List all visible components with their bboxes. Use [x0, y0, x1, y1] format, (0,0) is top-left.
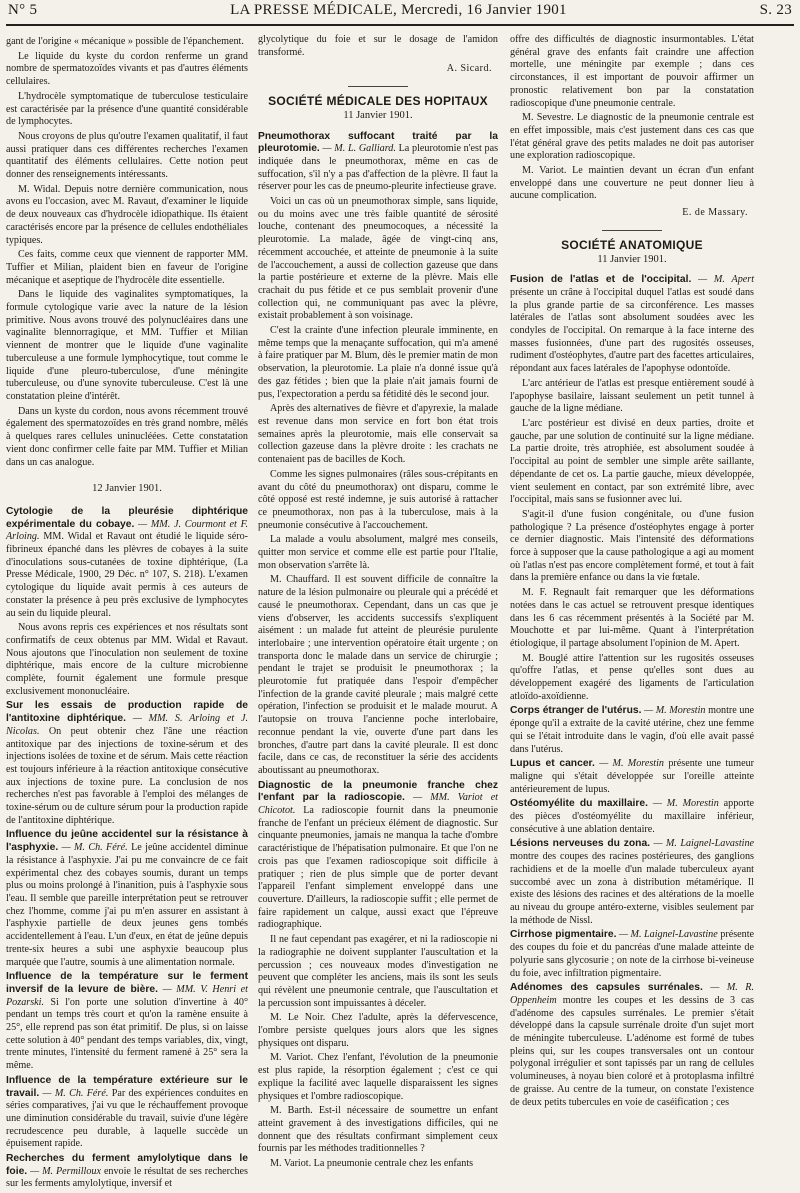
entry [6, 1153, 248, 1191]
section-heading: SOCIÉTÉ MÉDICALE DES HOPITAUX [268, 94, 488, 109]
paragraph: L'arc postérieur est divisé en deux parties, droite et gauche, par une solution de continuité sur la ligne médiane. La partie droite, très atrophiée, est absolument soudée à l'occipital au point de sembler une simple arête saillante, dépendante de cet os. La partie gauche, mieux développée, vient seulement en contact, par son extrémité libre, avec l'occipital, mais sans se fusionner avec lui. [510, 417, 754, 506]
paragraph: Ces faits, comme ceux que viennent de rapporter MM. Tuffier et Milian, plaident bien en faveur de l'origine mécanique et aseptique de l'hydrocèle dite essentielle. [6, 249, 248, 286]
paragraph: Il ne faut cependant pas exagérer, et ni la radioscopie ni la radiographie ne doivent supplanter l'auscultation et la percussion ; ces nouveaux modes d'investigation ne peuvent que compléter les anciens, mais ils sont les seuls qui révèlent une pneumonie centrale, que l'auscultation et la percussion sont impuissantes à déceler. [258, 934, 498, 1009]
entry-author: — MM. V. Henri et Pozarski. [6, 983, 248, 1008]
entry [510, 705, 754, 756]
paragraph: M. Variot. La pneumonie centrale chez les enfants [270, 1158, 474, 1170]
entry-author: — M. Laignel-Lavastine [653, 838, 755, 850]
masthead-title: LA PRESSE MÉDICALE, Mercredi, 16 Janvier 1901 [230, 2, 567, 18]
divider [348, 86, 408, 87]
entry [510, 758, 754, 796]
header-rule [6, 24, 794, 26]
entry [510, 838, 754, 927]
page-number: S. 23 [759, 2, 792, 18]
entry-author: — M. Morestin [652, 798, 719, 810]
entry-title: Sur les essais de production rapide de l'antitoxine diphtérique. [6, 700, 248, 725]
entry-text: La pleurotomie n'est pas indiquée dans le pneumothorax, même en cas de suffocation, s'il n'y a pas d'affection de la plèvre. Il faut la réserver pour les cas de pneumo-pleurite infectieuse grave. [258, 143, 499, 193]
paragraph: Voici un cas où un pneumothorax simple, sans liquide, ou du moins avec une très faible quantité de sérosité louche, contenant des pneumocoques, a nécessité la pleurotomie. La malade, âgée de vingt-cinq ans, récemment accouchée, et atteinte de pneumonie à la suite de l'accouchement, a aussi de collection gazeuse que dans la partie postérieure et externe de la plèvre. Mais elle crachait du pus fétide et ce pus semblait provenir d'une collection qui, ne communiquant pas avec la plèvre, existait probablement à son voisinage. [258, 196, 498, 322]
session-date: 11 Janvier 1901. [597, 253, 667, 265]
entry [6, 700, 248, 827]
entry-title: Fusion de l'atlas et de l'occipital. [510, 274, 692, 286]
entry-text: On peut obtenir chez l'âne une réaction antitoxique par des injections de toxine-sérum et des injections isolées de toxine et de sérum. Mais cette réaction est toujours inférieure à la réaction antitoxique consécutive aux injections de toxine pure. La conclusion de nos recherches n'est pas favorable à l'emploi des mélanges de toxine-sérum ou de culture sérum pour la production rapide de l'antitoxine diphtérique. [6, 725, 248, 826]
entry-author: — M. R. Oppenheim [510, 982, 754, 1006]
paragraph: M. Le Noir. Chez l'adulte, après la défervescence, l'ombre persiste quelques jours alors que les signes physiques ont disparu. [258, 1012, 498, 1049]
entry-text: Le jeûne accidentel diminue la résistance à l'asphyxie. J'ai pu me convaincre de ce fait expérimental chez des cobayes soumis, durant un temps plus ou moins prolongé à l'inanition, puis à l'asphyxie sous l'eau. Il semble que pareille interprétation peut se retrouver chez l'homme, comme j'ai pu m'en assurer en assistant à l'asphyxie partielle de deux jeunes gens tombés accidentellement à l'eau. L'un d'eux, en état de jeûne depuis trente-six heures a subi une asphyxie beaucoup plus marquée que l'autre, soumis à une alimentation normale. [6, 842, 249, 968]
entry-title: Ostéomyélite du maxillaire. [510, 798, 649, 810]
entry [6, 1075, 248, 1151]
entry-text: apporte des pièces d'ostéomyélite du maxillaire inférieur, consécutive à une ablation dentaire. [510, 798, 755, 835]
paragraph: M. Variot. Chez l'enfant, l'évolution de la pneumonie est plus rapide, la résorption également ; c'est ce qui explique la facilité avec laquelle disparaissent les signes physiques et l'ombre radioscopique. [258, 1052, 498, 1102]
session-date: 12 Janvier 1901. [92, 483, 162, 495]
entry-title: Recherches du ferment amylolytique dans le foie. [6, 1153, 248, 1177]
session-date: 11 Janvier 1901. [343, 109, 413, 121]
entry-text: MM. Widal et Ravaut ont étudié le liquide séro-fibrineux épanché dans les plèvres de cobayes à la suite d'inoculations sous-cutanées de toxine diphtérique, (La Presse Médicale, 1900, 29 Déc. n° 107, S. 218). L'examen cytologique du liquide avait permis à ces auteurs de constater la présence à peu près exclusive de lymphocytes au sein du liquide pleural. [6, 531, 248, 619]
paragraph: Comme les signes pulmonaires (râles sous-crépitants en avant du côté du pneumothorax) ont disparu, comme le côté opposé est resté indemne, je suis autorisé à rattacher ce pneumothorax, non pas à la tuberculose, mais à la pneumonie consécutive à l'accouchement. [258, 468, 498, 531]
paragraph: M. Bouglé attire l'attention sur les rugosités osseuses qu'offre l'atlas, et pense qu'elles sont dues au développement exagéré des ligaments de l'articulation atloïdo-axoïdienne. [510, 652, 754, 702]
entry-author: — M. L. Galliard. [322, 143, 396, 155]
paragraph: M. Sevestre. Le diagnostic de la pneumonie centrale est en effet impossible, mais c'est justement dans ces cas que l'état général grave des petits malades ne doit pas autoriser une exploration radioscopique. [510, 112, 754, 162]
entry [258, 780, 498, 932]
entry-text: La radioscopie fournit dans la pneumonie franche de l'enfant un précieux élément de diagnostic. Sur cinquante pneumonies, jamais ne manqua la tache d'ombre caractéristique de l'hépatisation pulmonaire. Et que l'on ne crois pas que l'examen radioscopique soit difficile à pratiquer ; rien de plus simple que de porter devant l'appareil l'enfant simplement enveloppé dans une couverture. D'ailleurs, la radioscopie suffit ; elle permet de faire rapidement un calque, aussi exact que l'épreuve radiographique. [258, 805, 499, 931]
issue-number: N° 5 [8, 2, 38, 18]
entry [510, 929, 754, 980]
entry [510, 274, 754, 376]
paragraph: M. Widal. Depuis notre dernière communication, nous avons eu l'occasion, avec M. Ravaut, d'examiner le liquide de deux nouveaux cas d'hydrocèle idiopathique. Ils étaient caractérisés encore par la présence de cellules endothéliales typiques. [6, 183, 248, 246]
paragraph: glycolytique du foie et sur le dosage de l'amidon transformé. [258, 34, 498, 58]
entry-author: — M. Apert [698, 274, 755, 286]
paragraph: S'agit-il d'une fusion congénitale, ou d'une fusion pathologique ? La présence d'ostéophytes engage à porter ce dernier diagnostic. Mais l'intensité des déformations force à supposer que la cause pathologique a agi au moment où l'atlas n'est pas encore complètement formé, et tout à fait dans la première enfance ou dans la vie fœtale. [510, 508, 754, 584]
entry [6, 971, 248, 1073]
paragraph: Nous avons repris ces expériences et nos résultats sont confirmatifs de ceux obtenus par MM. Widal et Ravaut. Nous ajoutons que l'inoculation non seulement de toxine diphtérique, mais encore de la culture microbienne complète, fournit également une formule presque exclusivement mononucléaire. [6, 622, 248, 697]
paragraph: Dans le liquide des vaginalites symptomatiques, la formule cytologique varie avec la nature de la lésion primitive. Nous avons trouvé des polynucléaires dans une vaginalite blennorragique, et MM. Tuffier et Milian viennent de montrer que le liquide d'une vaginalite tuberculeuse a une formule lymphocytique, tout comme le liquide d'une pleuro-tuberculose, d'une méningite tuberculeuse, ou d'une synovite tuberculeuse. C'est là une constatation pleine d'intérêt. [6, 289, 248, 402]
paragraph: L'hydrocèle symptomatique de tuberculose testiculaire est caractérisée par la présence d'une quantité considérable de lymphocytes. [6, 90, 248, 128]
column-3 [510, 34, 754, 1111]
entry-author: — MM. Variot et Chicotot. [258, 792, 498, 817]
entry-author: — M. Morestin [599, 758, 664, 770]
entry-title: Lésions nerveuses du zona. [510, 838, 651, 850]
entry-title: Influence de la température sur le ferment inversif de la levure de bière. [6, 971, 248, 995]
paragraph: Le liquide du kyste du cordon renferme un grand nombre de spermatozoïdes vivants et pas d'autres éléments cellulaires. [6, 50, 248, 88]
paragraph: L'arc antérieur de l'atlas est presque entièrement soudé à l'apophyse basilaire, laissant seulement un petit tunnel à gauche de la ligne médiane. [510, 377, 754, 415]
entry-text: présente une tumeur maligne qui s'était développée sur l'oreille atteinte antérieurement de lupus. [510, 758, 755, 795]
entry-title: Adénomes des capsules surrénales. [510, 982, 703, 994]
entry [510, 798, 754, 836]
entry-author: — MM. J. Courmont et F. Arloing. [6, 518, 249, 543]
entry-title: Influence du jeûne accidentel sur la résistance à l'asphyxie. [6, 829, 248, 854]
entry-title: Corps étranger de l'utérus. [510, 705, 642, 717]
entry-title: Cirrhose pigmentaire. [510, 929, 617, 941]
paragraph: gant de l'origine « mécanique » possible de l'épanchement. [6, 36, 244, 47]
entry-text: présente un crâne à l'occipital duquel l'atlas est soudé dans la plus grande partie de sa circonférence. Les masses latérales de l'atlas sont absolument soudées avec les condyles de l'occipital. On remarque à la face interne des masses fusionnées, d'une part des rugosités osseuses, rudiment d'ostéophytes, d'autre part des facettes articulaires, répondant aux faces latérales de l'apophyse odontoïde. [510, 286, 754, 375]
entry [510, 982, 754, 1109]
column-1 [6, 36, 248, 1193]
paragraph: M. Barth. Est-il nécessaire de soumettre un enfant atteint gravement à des investigations difficiles, qui ne donnent que des résultats confirmant simplement ceux fournis par les méthodes traditionnelles ? [258, 1105, 498, 1155]
entry [6, 506, 248, 620]
paragraph: M. Variot. Le maintien devant un écran d'un enfant enveloppé dans une couverture ne peut donner lieu à aucune complication. [510, 165, 754, 202]
paragraph: Dans un kyste du cordon, nous avons récemment trouvé également des spermatozoïdes en très grand nombre, mêlés à quelques rares cellules uninucléées. Cette constatation vient donc confirmer celle faite par MM. Tuffier et Milian dans un cas analogue. [6, 405, 248, 468]
entry-title: Cytologie de la pleurésie diphtérique expérimentale du cobaye. [6, 505, 248, 530]
paragraph: M. F. Regnault fait remarquer que les déformations notées dans le cas actuel se retrouvent presque identiques dans les 6 cas récemment présentés à la Société par M. Mouchotte et par lui-même. Quant à l'interprétation étiologique, il partage absolument l'opinion de M. Apert. [510, 587, 754, 649]
paragraph: La malade a voulu absolument, malgré mes conseils, quitter mon service et comme elle est partie pour l'Italie, mon observation s'arrête là. [258, 534, 498, 571]
entry-author: — M. Laignel-Lavastine [618, 929, 718, 941]
entry [258, 131, 498, 195]
entry-title: Lupus et cancer. [510, 758, 595, 770]
entry-text: envoie le résultat de ses recherches sur les ferments amylolytique, inversif et [6, 1165, 248, 1190]
paragraph: M. Chauffard. Il est souvent difficile de connaître la nature de la lésion pulmonaire ou pleurale qui a précédé et causé le pneumothorax. Cependant, dans un cas que je viens d'observer, les accidents successifs s'expliquent aisément : un malade fut atteint de pleurésie purulente interlobaire ; une intervention opératoire était urgente ; on transporta donc le malade dans un service de chirurgie ; pendant le trajet se produisit le pneumothorax ; la pleurotomie fut pratiquée dans l'espoir d'empêcher l'infection de la grande cavité pleurale ; mais malgré cette opération, l'infection se produisit et le malade mourut. A l'autopsie on trouva l'ancienne poche interlobaire, reconnue pendant la vie, ouverte d'une part dans les bronches, d'autre part dans la cavité pleurale. Il est donc facile, dans ce cas, de reconstituer la série des accidents aboutissant au pneumothorax. [258, 574, 498, 776]
entry-text: Par des expériences conduites en séries comparatives, j'ai vu que le réchauffement provoque une diminution considérable du travail, suivie d'une légère recrudescence peu durable, à laquelle succède un épuisement rapide. [6, 1087, 249, 1150]
entry [6, 829, 248, 969]
entry-text: présente des coupes du foie et du pancréas d'une malade atteinte de polyurie sans glycosurie ; on note de la cirrhose bi-veineuse du foie, avec infiltration pigmentaire. [510, 929, 754, 979]
entry-title: Pneumothorax suffocant traité par la pleurotomie. [258, 130, 498, 155]
entry-text: Si l'on porte une solution d'invertine à 40° pendant un temps très court et qu'on la ramène ensuite à 25°, elle reprend pas son état primitif. De plus, si on laisse cette solution à 40° pendant des temps variables, dix, vingt, trente minutes, l'intensité du ferment ramené à 25° sera la même. [6, 996, 248, 1072]
section-heading: SOCIÉTÉ ANATOMIQUE [561, 237, 703, 252]
paragraph: C'est la crainte d'une infection pleurale imminente, en même temps que la menaçante suffocation, qui m'a amené à faire pratiquer par M. Blum, dès le premier matin de mon observation, la pleurotomie. La plaie n'a donné issue qu'à des gaz fétides ; bien que la plaie n'ait jamais fourni de pus, l'expectoration a perdu sa fétidité dès le second jour. [258, 325, 498, 400]
paragraph: Nous croyons de plus qu'outre l'examen qualitatif, il faut aussi pratiquer dans ces différentes recherches l'examen quantitatif des éléments cellulaires. Cette notion peut donner des renseignements intéressants. [6, 130, 248, 181]
entry-author: — M. Ch. Féré. [61, 842, 128, 854]
paragraph: offre des difficultés de diagnostic insurmontables. L'état général grave des enfants fait craindre une affection mortelle, une méningite par exemple ; dans ces circonstances, il est important de pouvoir affirmer un pronostic relativement bon par la constatation radioscopique d'une pneumonie centrale. [510, 34, 754, 109]
signature: E. de Massary. [682, 207, 748, 219]
entry-title: Diagnostic de la pneumonie franche chez l'enfant par la radioscopie. [258, 779, 498, 804]
entry-author: — M. Ch. Féré. [42, 1087, 109, 1099]
paragraph: Après des alternatives de fièvre et d'apyrexie, la malade est revenue dans mon service en fort bon état trois semaines après la pleurotomie, mais elle conservait sa collection gazeuse dans la plèvre droite : les crachats ne contenaient pas de bacilles de Koch. [258, 403, 498, 466]
page-header [8, 2, 792, 22]
entry-text: montre une éponge qu'il a extraite de la cavité utérine, chez une femme qui se l'était introduite dans le vagin, d'où elle avait passé dans l'utérus. [510, 705, 755, 755]
entry-author: — MM. S. Arloing et J. Nicolas. [6, 713, 249, 737]
column-2 [258, 34, 498, 1173]
signature: A. Sicard. [446, 63, 492, 75]
entry-text: montre les coupes et les dessins de 3 cas d'adénome des capsules surrénales. Le premier s'était développé dans la capsule surrénale droite d'un sujet mort de méningite tuberculeuse. L'adénome est formé de tubes pleins qui, sur les coupes transversales ont un contour polygonal irrégulier et sont tapissés par un rang de cellules volumineuses, à noyau bien coloré et à protoplasma infiltré de graisse. Au centre de la tumeur, on constate l'existence de deux petits tubercules en voie de caséification ; ces [510, 994, 755, 1108]
entry-title: Influence de la température extérieure sur le travail. [6, 1074, 248, 1099]
entry-text: montre des coupes des racines postérieures, des ganglions rachidiens et de la moelle d'un malade tuberculeux ayant succombé avec un zona à distribution métamérique. Il existe des lésions des racines et des altérations de la moelle au niveau du groupe antéro-externe, visibles seulement par la méthode de Nissl. [510, 851, 754, 926]
entry-author: — M. Permilloux [30, 1165, 101, 1177]
divider [602, 230, 662, 231]
entry-author: — M. Morestin [644, 705, 706, 717]
